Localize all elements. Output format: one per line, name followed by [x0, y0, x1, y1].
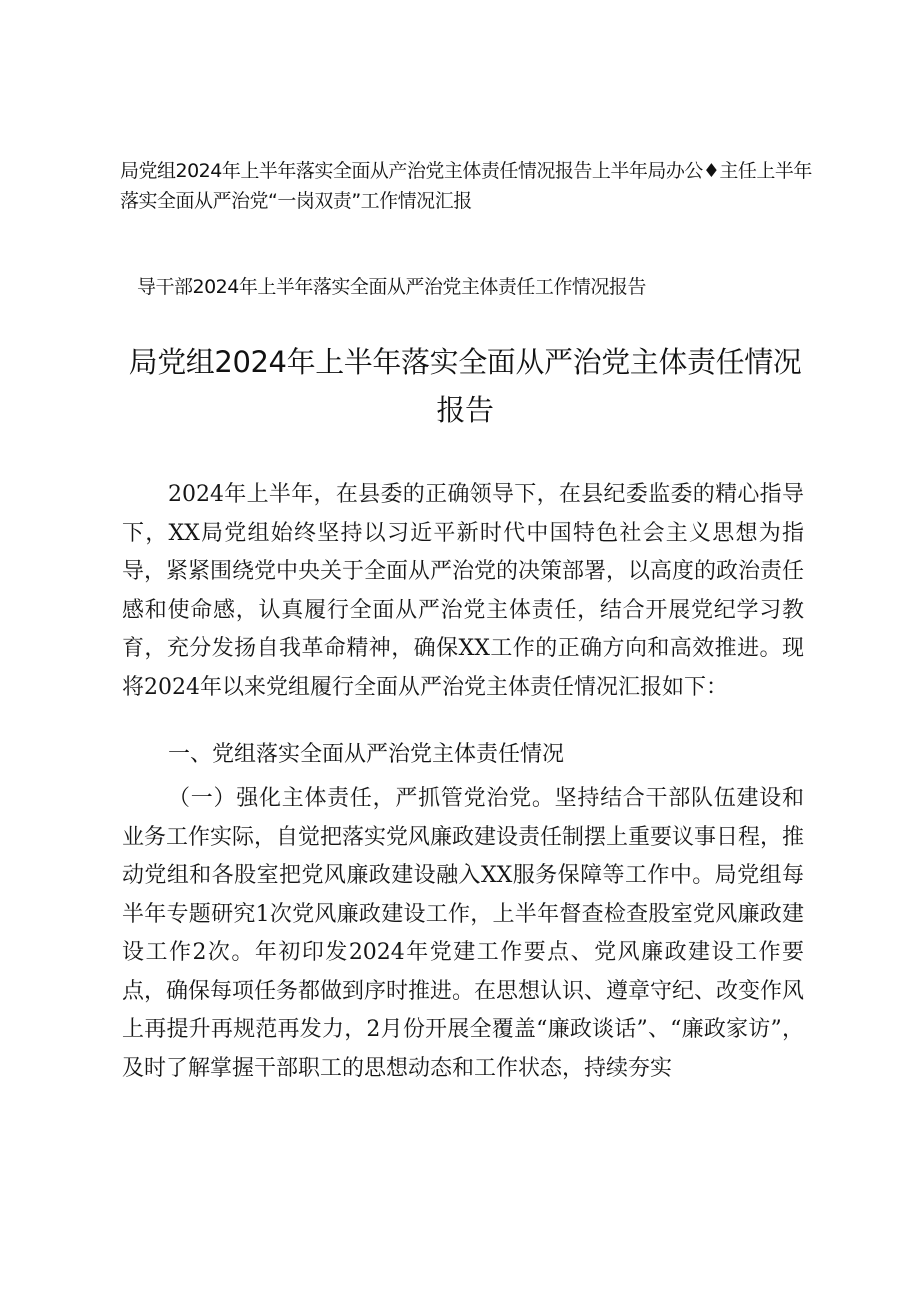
document-title: 局党组2024年上半年落实全面从严治党主体责任情况报告 [128, 345, 802, 427]
header-line-2: 落实全面从严治党“一岗双责”工作情况汇报 [120, 190, 472, 212]
header-line-3: 导干部2024年上半年落实全面从严治党主体责任工作情况报告 [137, 276, 646, 298]
header-line-1: 局党组2024年上半年落实全面从产治党主体责任情况报告上半年局办公♦主任上半年 [120, 160, 812, 182]
intro-paragraph: 2024年上半年，在县委的正确领导下，在县纪委监委的精心指导下，XX局党组始终坚持以习近平新时代中国特色社会主义思想为指导，紧紧围绕党中央关于全面从严治党的决策部署，以高度的政治责任感和使命感，认真履行全面从严治党主体责任，结合开展党纪学习教育，充分发扬自我革命精神，确保XX工作的正确方向和高效推进。现将2024年以来党组履行全面从严治党主体责任情况汇报如下： [122, 482, 805, 700]
section-heading: 一、党组落实全面从严治党主体责任情况 [168, 742, 565, 767]
section-body-paragraph: （一）强化主体责任，严抓管党治党。坚持结合干部队伍建设和业务工作实际，自觉把落实党风廉政建设责任制摆上重要议事日程，推动党组和各股室把党风廉政建设融入XX服务保障等工作中。局党组每半年专题研究1次党风廉政建设工作，上半年督查检查股室党风廉政建设工作2次。年初印发2024年党建工作要点、党风廉政建设工作要点，确保每项任务都做到序时推进。在思想认识、遵章守纪、改变作风上再提升再规范再发力，2月份开展全覆盖“廉政谈话”、“廉政家访”，及时了解掌握干部职工的思想动态和工作状态，持续夯实 [122, 786, 805, 1081]
